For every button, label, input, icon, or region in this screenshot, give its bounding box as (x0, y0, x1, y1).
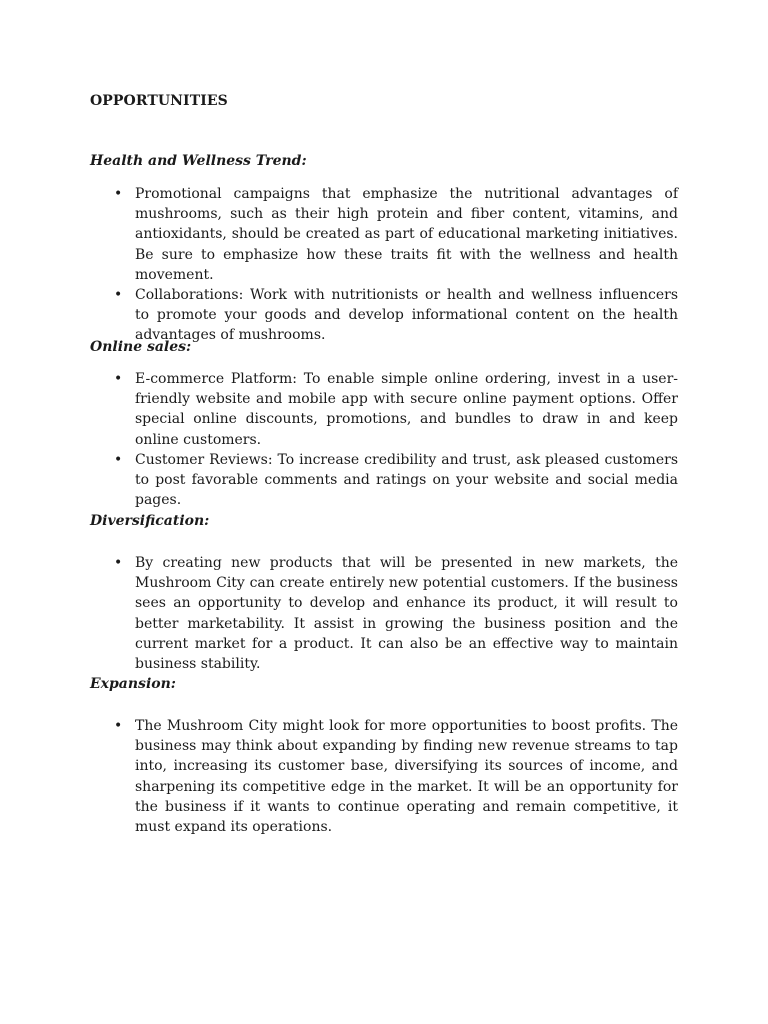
list-item (90, 285, 678, 346)
bullet-icon: • (114, 555, 123, 571)
bullet-list-diversification (90, 553, 678, 674)
bullet-icon: • (114, 451, 123, 468)
section-title-online-sales: Online sales: (90, 339, 192, 355)
bullet-list-online-sales (90, 369, 678, 510)
list-item-text: E-commerce Platform: To enable simple online ordering, invest in a user-friendly website and mobile app with secure online payment options. Offer special online discounts, promotions, and bundles to draw in and keep online customers. (135, 371, 678, 448)
bullet-list-expansion (90, 716, 678, 837)
list-item-text: The Mushroom City might look for more opportunities to boost profits. The business may think about expanding by finding new revenue streams to tap into, increasing its customer base, diversifying its sources of income, and sharpening its competitive edge in the market. It will be an opportunity for the business if it wants to continue operating and remain competitive, it must expand its operations. (135, 718, 678, 836)
bullet-icon: • (114, 371, 123, 387)
bullet-list-health-wellness (90, 184, 678, 346)
list-item (90, 450, 678, 511)
list-item-text: Customer Reviews: To increase credibility and trust, ask pleased customers to post favorable comments and ratings on your website and social media pages. (135, 451, 678, 509)
list-item (90, 553, 678, 674)
section-title-health-wellness: Health and Wellness Trend: (90, 153, 307, 169)
list-item-text: Collaborations: Work with nutritionists or health and wellness influencers to promote your goods and develop informational content on the health advantages of mushrooms. (135, 287, 678, 344)
bullet-icon: • (114, 287, 123, 304)
bullet-icon: • (114, 718, 123, 734)
bullet-icon: • (114, 186, 123, 202)
list-item (90, 184, 678, 285)
list-item (90, 716, 678, 837)
list-item (90, 369, 678, 450)
section-title-diversification: Diversification: (90, 513, 210, 529)
section-title-expansion: Expansion: (90, 676, 176, 692)
list-item-text: By creating new products that will be presented in new markets, the Mushroom City can create entirely new potential customers. If the business sees an opportunity to develop and enhance its product, it will result to better marketability. It assist in growing the business position and the current market for a product. It can also be an effective way to maintain business stability. (135, 555, 678, 673)
list-item-text: Promotional campaigns that emphasize the nutritional advantages of mushrooms, such as their high protein and fiber content, vitamins, and antioxidants, should be created as part of educational marketing initiatives. Be sure to emphasize how these traits fit with the wellness and health movement. (135, 186, 678, 283)
page-heading: OPPORTUNITIES (90, 93, 228, 109)
